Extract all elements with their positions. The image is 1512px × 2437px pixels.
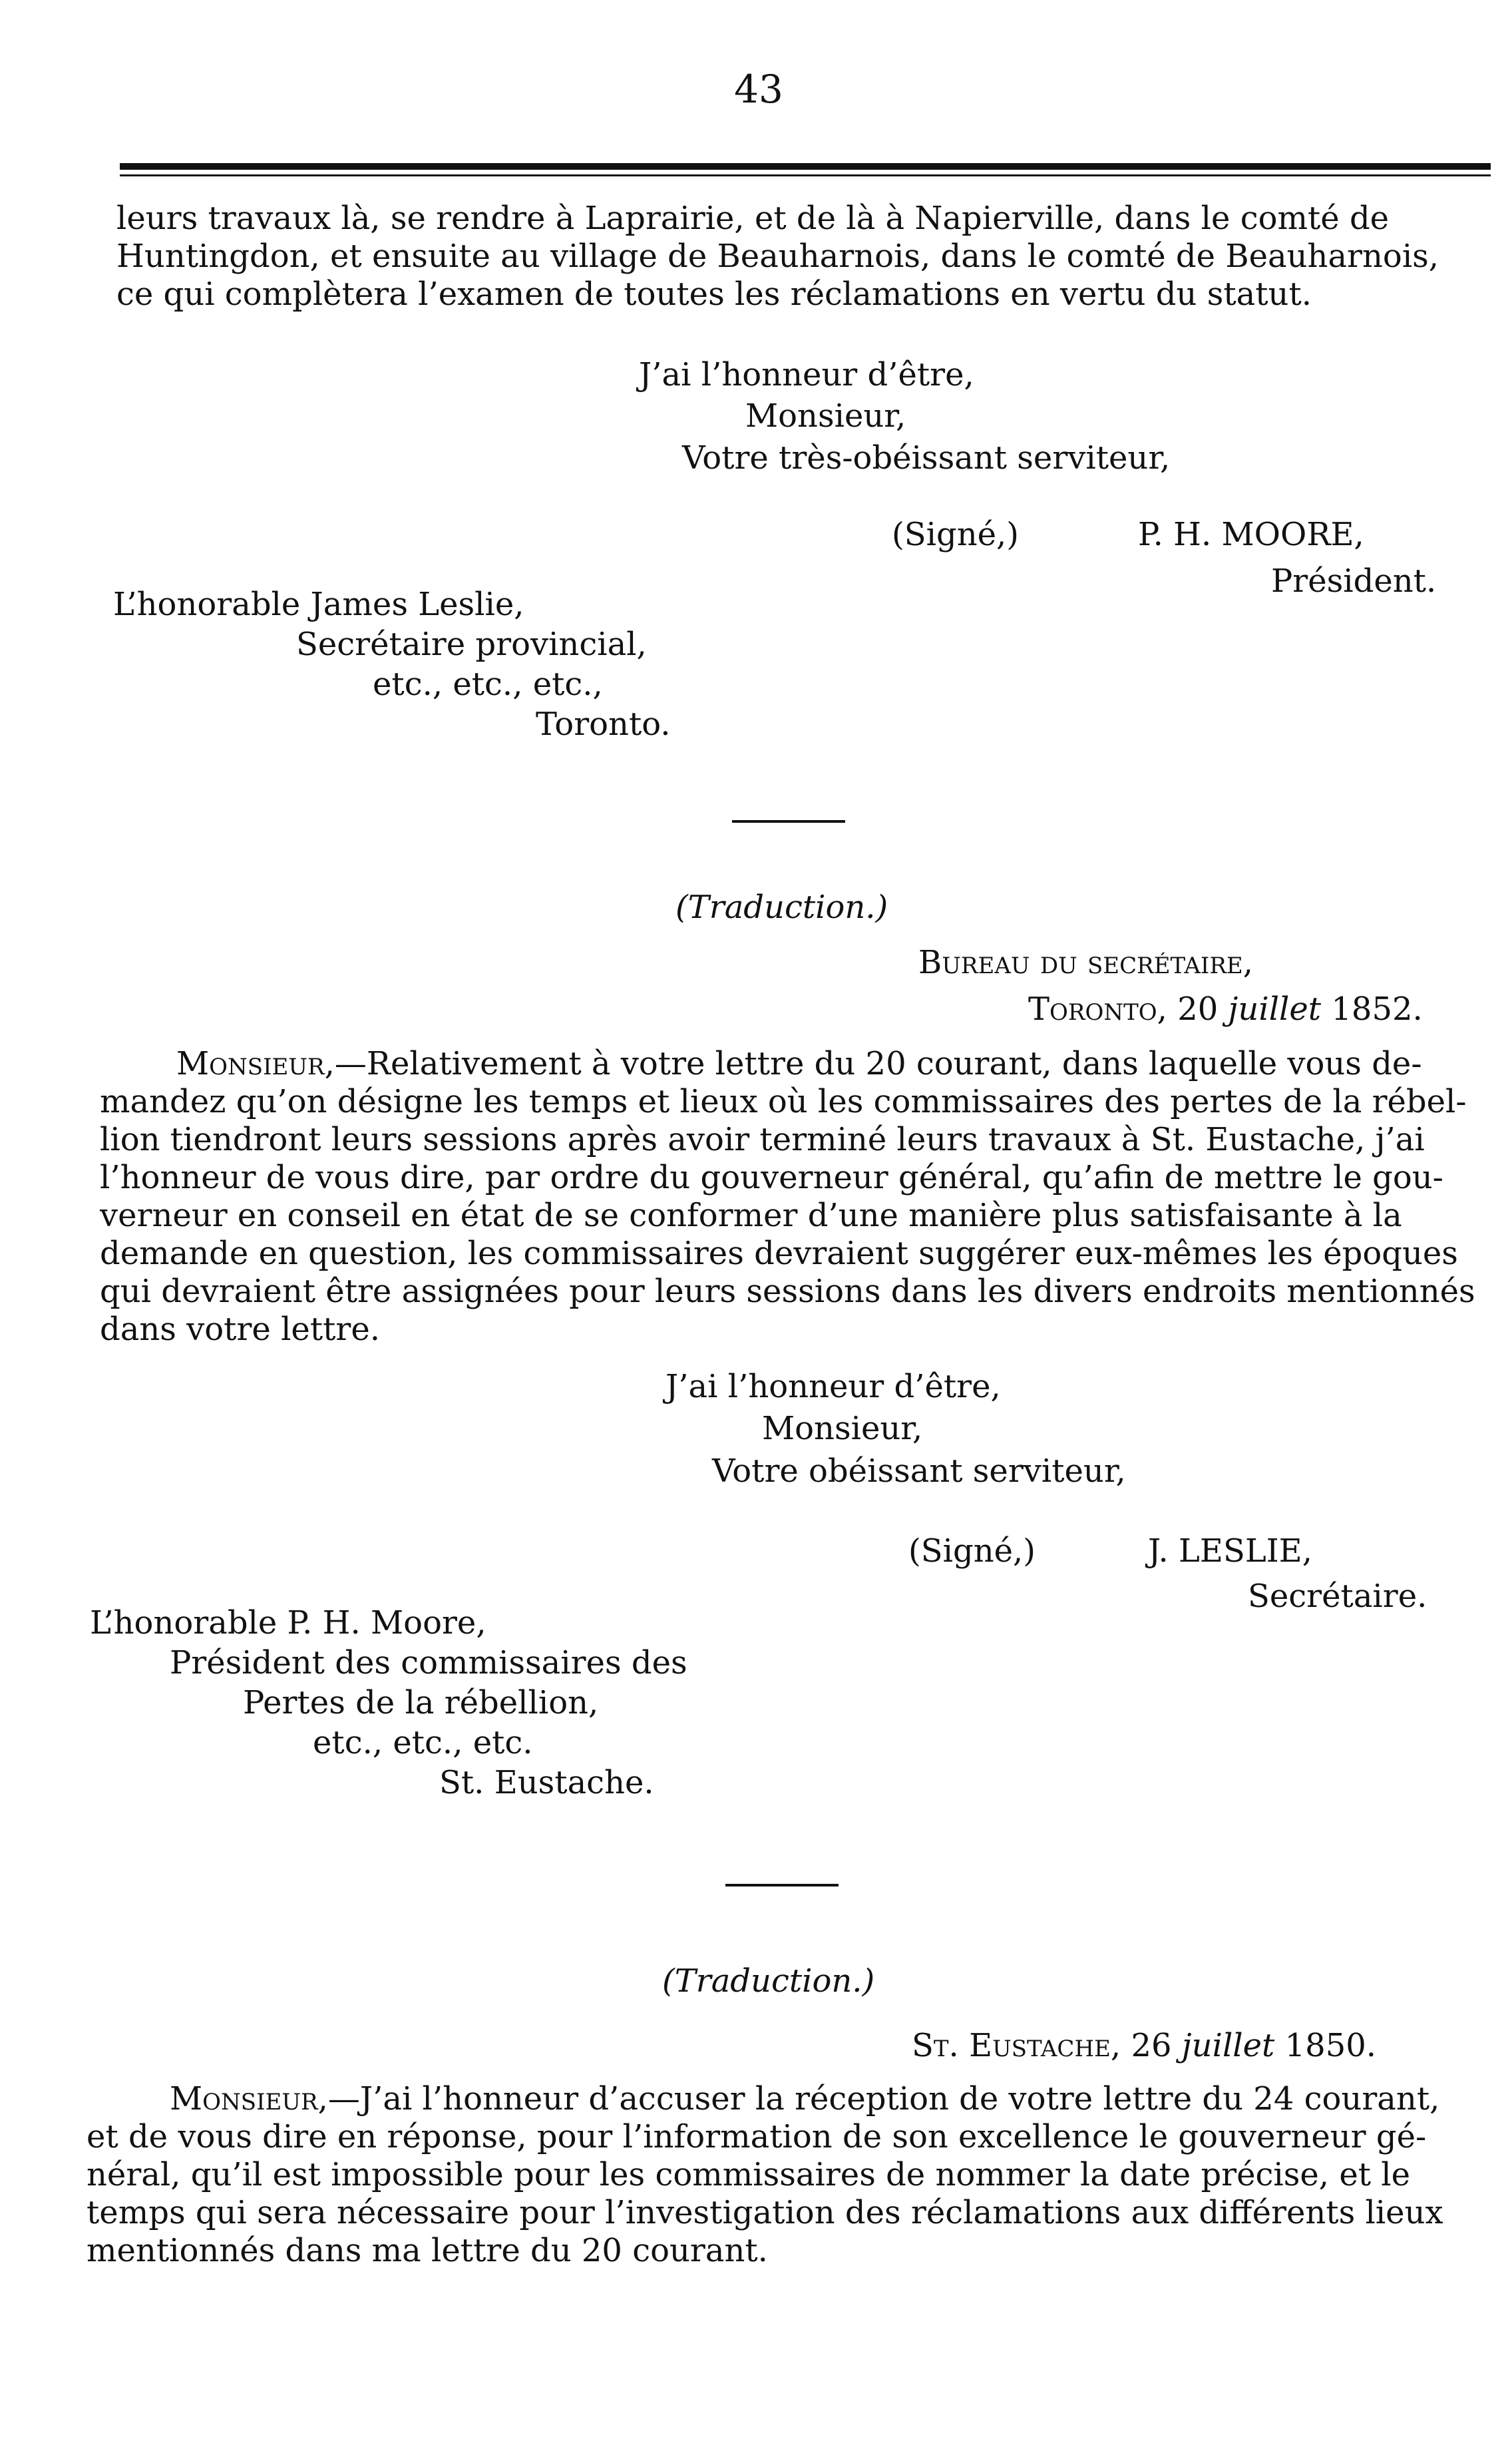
text-line: et de vous dire en réponse, pour l’information de son excellence le gouverneur gé-	[87, 2118, 1427, 2155]
addressee-line: Secrétaire provincial,	[296, 626, 647, 663]
text-line: dans votre lettre.	[100, 1311, 381, 1348]
date-year: 1850.	[1284, 2027, 1377, 2064]
text-line: mandez qu’on désigne les temps et lieux où les commissaires des pertes de la rébel-	[100, 1083, 1467, 1120]
text-line: l’honneur de vous dire, par ordre du gouverneur général, qu’afin de mettre le gou-	[100, 1159, 1443, 1196]
text-line	[87, 2080, 1484, 2118]
text-line: néral, qu’il est impossible pour les commissaires de nommer la date précise, et le	[87, 2156, 1411, 2193]
text-line: temps qui sera nécessaire pour l’investigation des réclamations aux différents lieux	[87, 2194, 1443, 2231]
signer-name: J. LESLIE,	[1148, 1532, 1312, 1570]
closing-line: Votre très-obéissant serviteur,	[682, 439, 1171, 477]
salutation: Monsieur,	[170, 2080, 328, 2117]
office-line: Bureau du secrétaire,	[918, 944, 1254, 981]
date-day: 20	[1177, 991, 1219, 1028]
date-year: 1852.	[1331, 991, 1423, 1028]
translation-heading: (Traduction.)	[675, 889, 888, 926]
header-rule	[120, 163, 1491, 170]
header-rule-thin	[120, 174, 1491, 176]
date-line	[912, 2027, 1376, 2064]
signer-name: P. H. MOORE,	[1138, 516, 1364, 553]
addressee-line: Toronto.	[536, 706, 671, 743]
closing-line: Votre obéissant serviteur,	[712, 1452, 1126, 1490]
signed-label: (Signé,)	[908, 1532, 1036, 1570]
date-month: juillet	[1181, 2027, 1275, 2064]
text-line: mentionnés dans ma lettre du 20 courant.	[87, 2232, 768, 2269]
letter1-continuation	[116, 200, 1487, 314]
text-line: Huntingdon, et ensuite au village de Beauharnois, dans le comté de Beauharnois,	[116, 238, 1439, 275]
closing-line: Monsieur,	[745, 397, 906, 435]
place: Toronto,	[1028, 991, 1167, 1028]
signer-title: Président.	[1271, 562, 1437, 600]
translation-heading: (Traduction.)	[662, 1962, 875, 2000]
date-day: 26	[1131, 2027, 1172, 2064]
signer-title: Secrétaire.	[1248, 1578, 1427, 1615]
section-separator	[732, 820, 845, 823]
addressee-line: L’honorable P. H. Moore,	[90, 1604, 486, 1642]
text-line	[100, 1045, 1484, 1083]
text-line: ce qui complètera l’examen de toutes les réclamations en vertu du statut.	[116, 276, 1312, 313]
text-line: verneur en conseil en état de se conformer d’une manière plus satisfaisante à la	[100, 1197, 1402, 1234]
text-line: leurs travaux là, se rendre à Laprairie, et de là à Napierville, dans le comté de	[116, 200, 1390, 237]
signed-label: (Signé,)	[892, 516, 1019, 553]
text-line: demande en question, les commissaires devraient suggérer eux-mêmes les époques	[100, 1235, 1458, 1272]
text-line: qui devraient être assignées pour leurs sessions dans les divers endroits mentionnés	[100, 1273, 1475, 1310]
letter3-body	[87, 2080, 1484, 2270]
closing-line: J’ai l’honneur d’être,	[665, 1368, 1001, 1405]
addressee-line: etc., etc., etc.,	[373, 666, 603, 703]
text-run: —Relativement à votre lettre du 20 courant, dans laquelle vous de-	[334, 1045, 1422, 1082]
addressee-line: St. Eustache.	[439, 1764, 654, 1801]
text-run: —J’ai l’honneur d’accuser la réception de votre lettre du 24 courant,	[327, 2080, 1440, 2117]
section-separator	[725, 1884, 839, 1886]
salutation: Monsieur,	[176, 1045, 335, 1082]
addressee-line: etc., etc., etc.	[313, 1724, 533, 1761]
page-number: 43	[734, 67, 783, 112]
date-month: juillet	[1228, 991, 1322, 1028]
place: St. Eustache,	[912, 2027, 1121, 2064]
addressee-line: Président des commissaires des	[170, 1644, 687, 1681]
addressee-line: Pertes de la rébellion,	[243, 1684, 599, 1721]
text-line: lion tiendront leurs sessions après avoir terminé leurs travaux à St. Eustache, j’ai	[100, 1121, 1425, 1158]
date-line	[1028, 991, 1423, 1028]
letter2-body	[100, 1045, 1484, 1349]
closing-line: J’ai l’honneur d’être,	[639, 356, 974, 393]
closing-line: Monsieur,	[762, 1410, 923, 1447]
addressee-line: L’honorable James Leslie,	[113, 586, 524, 623]
